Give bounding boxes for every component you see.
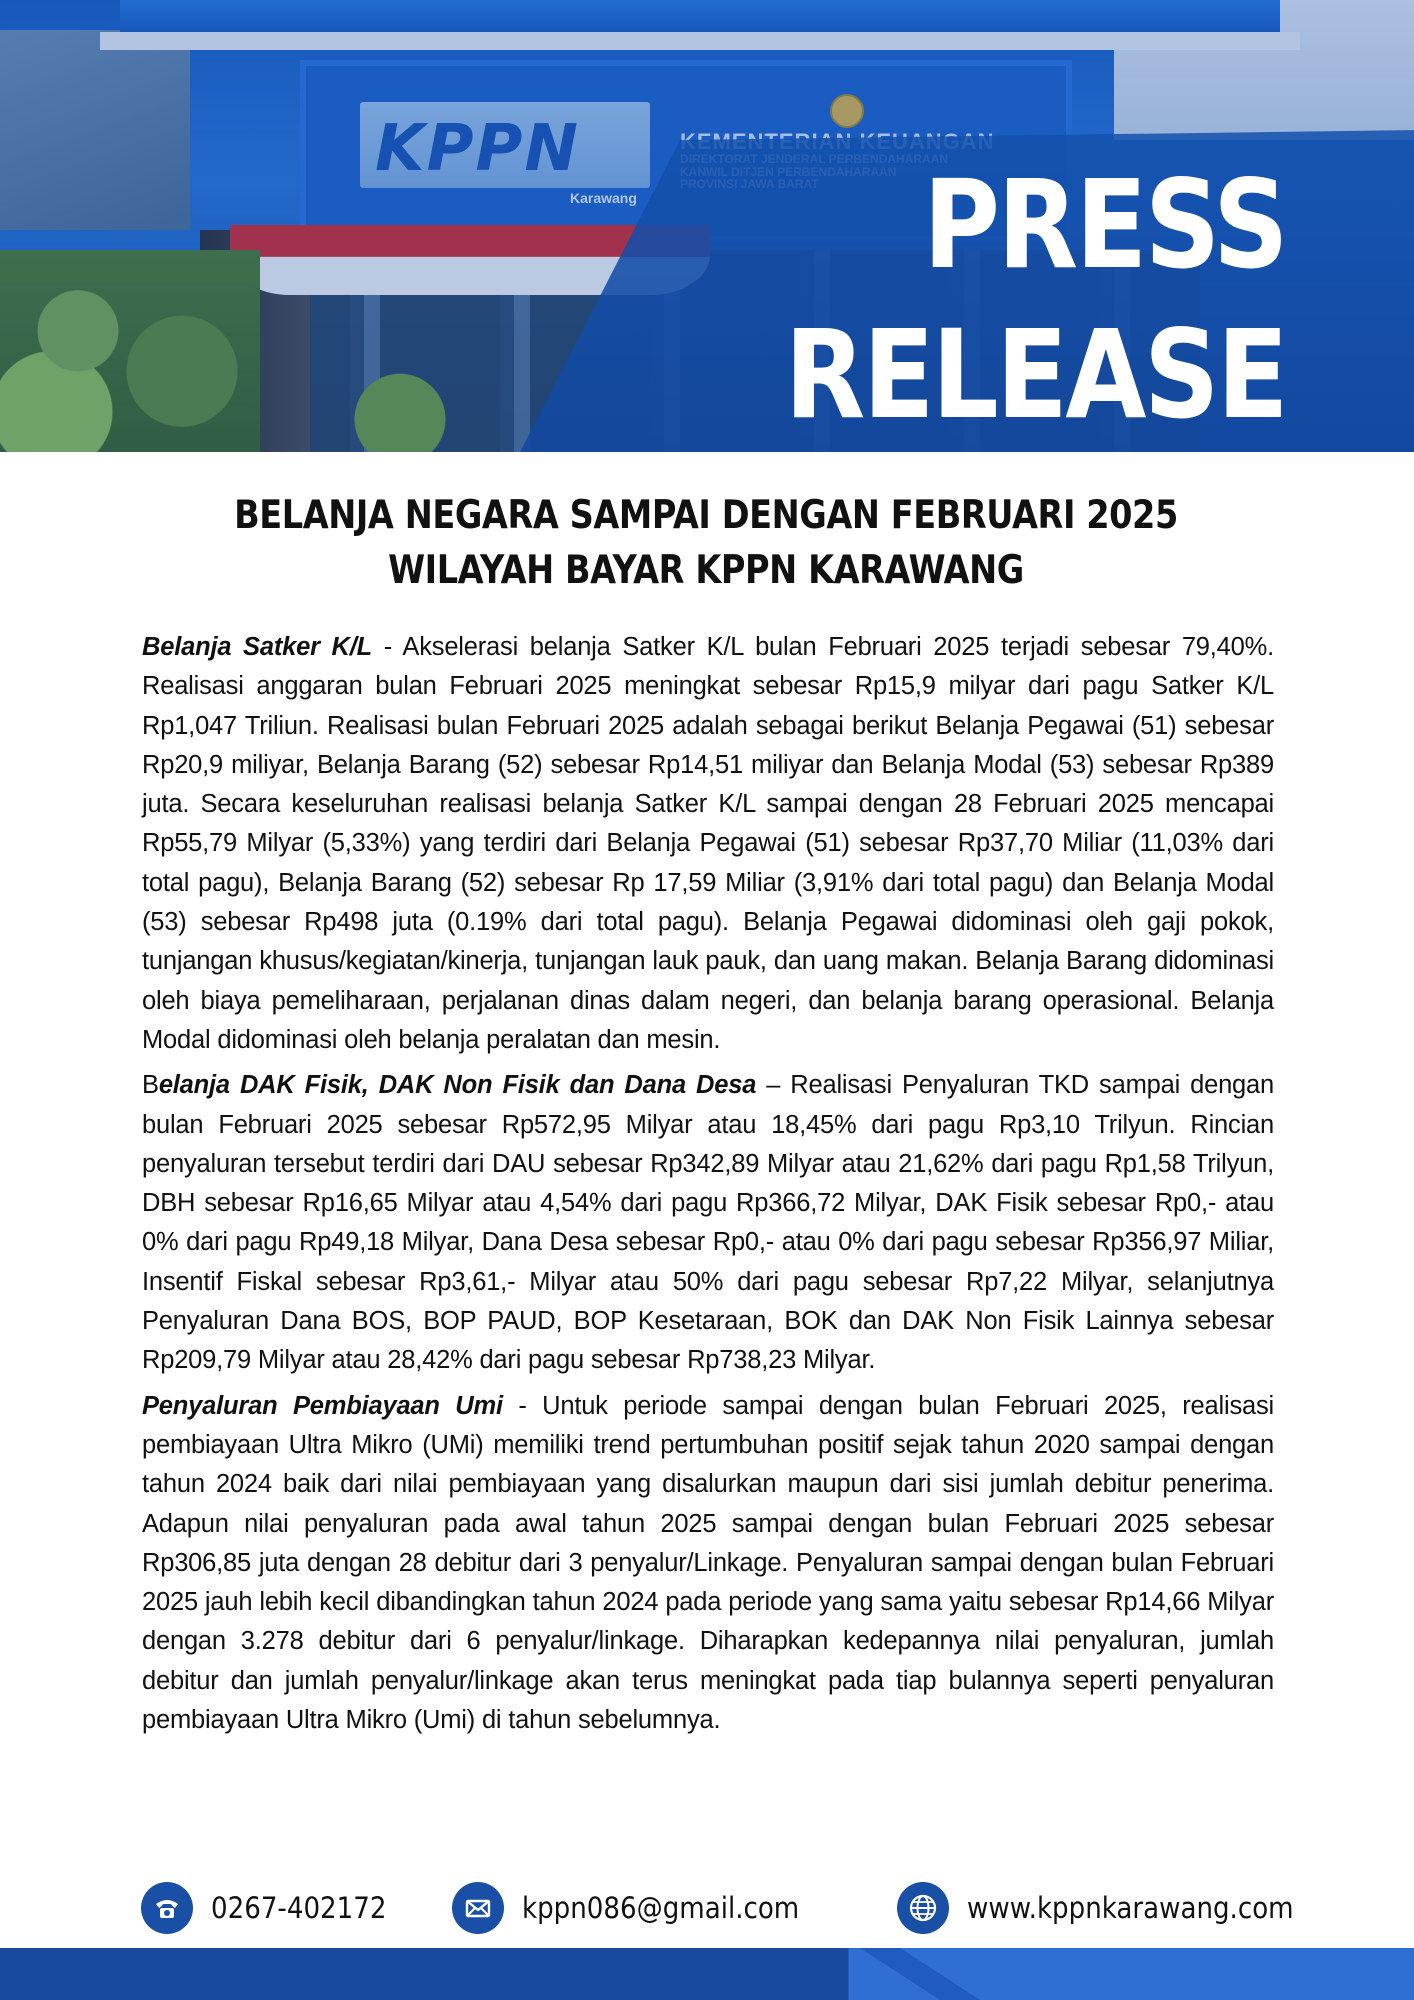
headline-line1: BELANJA NEGARA SAMPAI DENGAN FEBRUARI 2025 [234,493,1178,538]
press-title-line1: PRESS [923,154,1286,296]
paragraph-pembiayaan-umi [142,1387,1274,1741]
contact-phone[interactable] [141,1880,406,1936]
paragraph-belanja-dak [142,1066,1274,1380]
paragraph-lead: Penyaluran Pembiayaan Umi [142,1391,503,1420]
email-address: kppn086@gmail.com [522,1891,800,1925]
phone-icon [141,1882,193,1934]
footer-diagonal-accent [860,1948,980,2000]
paragraph-lead-initial: B [142,1071,159,1100]
headline-line2: WILAYAH BAYAR KPPN KARAWANG [388,548,1024,593]
footer-bar [0,1948,1414,2000]
paragraph-text: - Akselerasi belanja Satker K/L bulan Februari 2025 terjadi sebesar 79,40%. Realisasi anggaran bulan Februari 2025 meningkat sebesar Rp15,9 milyar dari pagu Satker K/L Rp1,047 Triliun. Realisasi bulan Februari 2025 adalah sebagai berikut Belanja Pegawai (51) sebesar Rp20,9 miliyar, Belanja Barang (52) sebesar Rp14,51 miliyar dan Belanja Modal (53) sebesar Rp389 juta. Secara keseluruhan realisasi belanja Satker K/L sampai dengan 28 Februari 2025 mencapai Rp55,79 Milyar (5,33%) yang terdiri dari Belanja Pegawai (51) sebesar Rp37,70 Miliar (11,03% dari total pagu), Belanja Barang (52) sebesar Rp 17,59 Miliar (3,91% dari total pagu) dan Belanja Modal (53) sebesar Rp498 juta (0.19% dari total pagu). Belanja Pegawai didominasi oleh gaji pokok, tunjangan khusus/kegiatan/kinerja, tunjangan lauk pauk, dan uang makan. Belanja Barang didominasi oleh biaya pemeliharaan, perjalanan dinas dalam negeri, dan belanja barang operasional. Belanja Modal didominasi oleh belanja peralatan dan mesin. [142,633,1274,1054]
header-banner [0,0,1414,452]
globe-icon [897,1882,949,1934]
paragraph-text: – Realisasi Penyaluran TKD sampai dengan bulan Februari 2025 sebesar Rp572,95 Milyar atau 18,45% dari pagu Rp3,10 Trilyun. Rincian penyaluran tersebut terdiri dari DAU sebesar Rp342,89 Milyar atau 21,62% dari pagu Rp1,58 Trilyun, DBH sebesar Rp16,65 Milyar atau 4,54% dari pagu Rp366,72 Milyar, DAK Fisik sebesar Rp0,- atau 0% dari pagu Rp49,18 Milyar, Dana Desa sebesar Rp0,- atau 0% dari pagu sebesar Rp356,97 Miliar, Insentif Fiskal sebesar Rp3,61,- Milyar atau 50% dari pagu sebesar Rp7,22 Milyar, selanjutnya Penyaluran Dana BOS, BOP PAUD, BOP Kesetaraan, BOK dan DAK Non Fisik Lainnya sebesar Rp209,79 Milyar atau 28,42% dari pagu sebesar Rp738,23 Milyar. [142,1071,1274,1375]
phone-number: 0267-402172 [211,1891,387,1925]
contact-bar [0,1880,1414,1940]
kppn-logo: KPPN [375,112,580,186]
kppn-city-label: Karawang [570,190,637,206]
press-release-title [785,150,1286,450]
article-body [142,628,1274,1746]
paragraph-text: - Untuk periode sampai dengan bulan Februari 2025, realisasi pembiayaan Ultra Mikro (UMi) memiliki trend pertumbuhan positif sejak tahun 2020 sampai dengan tahun 2024 baik dari nilai pembiayaan yang disalurkan maupun dari sisi jumlah debitur penerima. Adapun nilai penyaluran pada awal tahun 2025 sampai dengan bulan Februari 2025 sebesar Rp306,85 juta dengan 28 debitur dari 3 penyalur/Linkage. Penyaluran sampai dengan bulan Februari 2025 jauh lebih kecil dibandingkan tahun 2024 pada periode yang sama yaitu sebesar Rp14,66 Milyar dengan 3.278 debitur dari 6 penyalur/linkage. Diharapkan kedepannya nilai penyaluran, jumlah debitur dan jumlah penyalur/linkage akan terus meningkat pada tiap bulannya seperti penyaluran pembiayaan Ultra Mikro (Umi) di tahun sebelumnya. [142,1391,1274,1735]
contact-website[interactable] [897,1880,1330,1936]
press-title-line2: RELEASE [784,304,1286,446]
paragraph-lead: elanja DAK Fisik, DAK Non Fisik dan Dana Desa [158,1071,757,1100]
contact-email[interactable] [452,1880,830,1936]
paragraph-lead: Belanja Satker K/L [142,633,373,661]
envelope-icon [452,1882,504,1934]
website-url: www.kppnkarawang.com [967,1891,1294,1925]
document-headline [98,488,1314,598]
paragraph-belanja-satker [142,628,1274,1060]
